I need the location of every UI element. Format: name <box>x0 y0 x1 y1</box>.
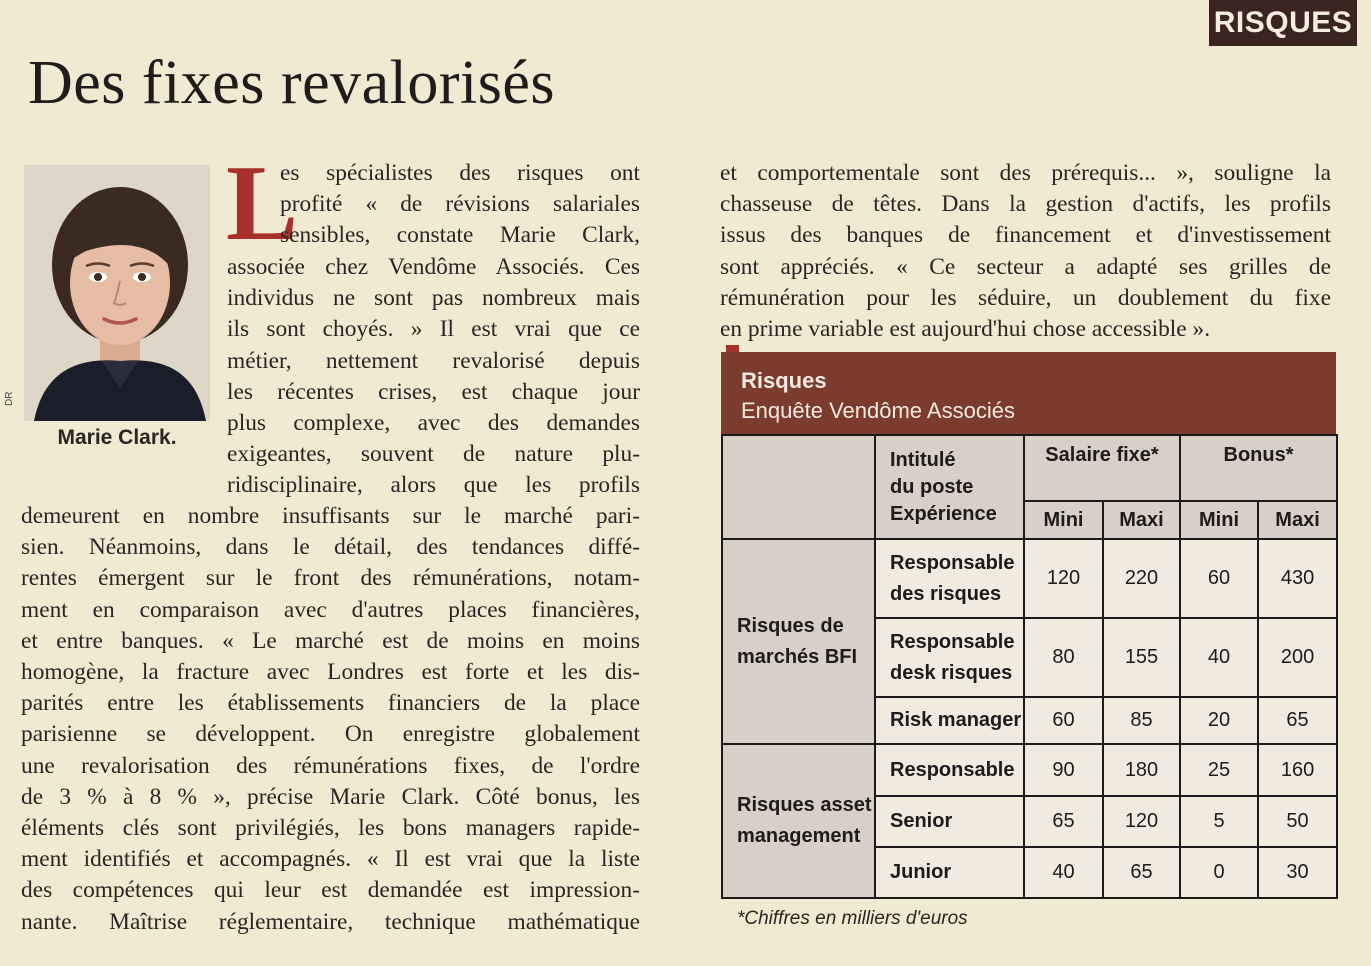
header-bonus: Bonus* <box>1180 435 1337 501</box>
text-line: ment en comparaison avec d'autres places financières, <box>21 596 640 623</box>
text-line: sensibles, constate Marie Clark, <box>280 222 640 249</box>
value-cell: 65 <box>1258 697 1337 744</box>
salary-table <box>721 434 1338 899</box>
table-header-row <box>722 435 1337 501</box>
text-line: sont appréciés. « Ce secteur a adapté ses grilles de <box>720 253 1331 280</box>
text-line: les récentes crises, est chaque jour <box>227 378 640 405</box>
role-cell: Responsable <box>875 744 1024 796</box>
value-cell: 430 <box>1258 539 1337 618</box>
value-cell: 30 <box>1258 847 1337 898</box>
header-salaire-fixe: Salaire fixe* <box>1024 435 1180 501</box>
value-cell: 160 <box>1258 744 1337 796</box>
role-cell: Junior <box>875 847 1024 898</box>
table-row <box>722 539 1337 618</box>
text-line: exigeantes, souvent de nature plu- <box>227 441 640 468</box>
header-salaire-maxi: Maxi <box>1103 501 1180 539</box>
portrait-illustration <box>24 165 210 421</box>
value-cell: 40 <box>1024 847 1103 898</box>
value-cell: 180 <box>1103 744 1180 796</box>
header-salaire-mini: Mini <box>1024 501 1103 539</box>
value-cell: 80 <box>1024 618 1103 697</box>
text-line: homogène, la fracture avec Londres est forte et les dis- <box>21 659 640 686</box>
header-bonus-maxi: Maxi <box>1258 501 1337 539</box>
table-header-band <box>721 352 1336 434</box>
drop-cap: L <box>226 144 299 263</box>
value-cell: 85 <box>1103 697 1180 744</box>
text-line: ils sont choyés. » Il est vrai que ce <box>227 316 640 343</box>
value-cell: 20 <box>1180 697 1258 744</box>
text-line: des compétences qui leur est demandée est impression- <box>21 877 640 904</box>
table-row <box>722 744 1337 796</box>
photo-credit: DR <box>4 391 15 406</box>
value-cell: 200 <box>1258 618 1337 697</box>
value-cell: 120 <box>1024 539 1103 618</box>
article-lines-b <box>227 252 640 502</box>
article-lines-c <box>21 501 640 938</box>
portrait-photo <box>24 165 210 421</box>
table-subtitle: Enquête Vendôme Associés <box>741 398 1015 423</box>
article-lines-d <box>720 158 1331 358</box>
value-cell: 120 <box>1103 796 1180 847</box>
text-line: issus des banques de financement et d'investissement <box>720 222 1331 249</box>
text-line: nante. Maîtrise réglementaire, technique mathématique <box>21 908 640 935</box>
role-cell: Senior <box>875 796 1024 847</box>
text-line: parisienne se développent. On enregistre globalement <box>21 721 640 748</box>
text-line: métier, nettement revalorisé depuis <box>227 347 640 374</box>
role-cell: Risk manager <box>875 697 1024 744</box>
role-cell: Responsable des risques <box>875 539 1024 618</box>
text-line: rentes émergent sur le front des rémunérations, notam- <box>21 565 640 592</box>
text-line: rémunération pour les séduire, un doublement du fixe <box>720 284 1331 311</box>
value-cell: 5 <box>1180 796 1258 847</box>
value-cell: 65 <box>1103 847 1180 898</box>
text-line: en prime variable est aujourd'hui chose accessible ». <box>720 316 1211 343</box>
category-cell: Risques de marchés BFI <box>722 539 875 744</box>
section-label: RISQUES <box>1209 0 1357 46</box>
text-line: parités entre les établissements financiers de la place <box>21 690 640 717</box>
value-cell: 220 <box>1103 539 1180 618</box>
text-line: es spécialistes des risques ont <box>280 160 640 186</box>
value-cell: 90 <box>1024 744 1103 796</box>
value-cell: 60 <box>1024 697 1103 744</box>
header-blank-cell <box>722 435 875 539</box>
header-poste: Intitulé du poste Expérience <box>875 435 1024 539</box>
value-cell: 65 <box>1024 796 1103 847</box>
text-line: plus complexe, avec des demandes <box>227 410 640 437</box>
value-cell: 40 <box>1180 618 1258 697</box>
text-line: demeurent en nombre insuffisants sur le marché pari- <box>21 503 640 529</box>
text-line: chasseuse de têtes. Dans la gestion d'actifs, les profils <box>720 191 1331 218</box>
text-line: et entre banques. « Le marché est de moins en moins <box>21 627 640 654</box>
value-cell: 25 <box>1180 744 1258 796</box>
text-line: de 3 % à 8 % », précise Marie Clark. Côté bonus, les <box>21 783 640 810</box>
text-line: ment identifiés et accompagnés. « Il est vrai que la liste <box>21 846 640 873</box>
value-cell: 60 <box>1180 539 1258 618</box>
text-line: individus ne sont pas nombreux mais <box>227 285 640 312</box>
value-cell: 0 <box>1180 847 1258 898</box>
text-line: profité « de révisions salariales <box>280 191 640 218</box>
table-footnote: *Chiffres en milliers d'euros <box>737 908 968 929</box>
table-title: Risques <box>741 368 827 393</box>
category-cell: Risques asset management <box>722 744 875 898</box>
text-line: associée chez Vendôme Associés. Ces <box>227 254 640 280</box>
text-line: ridisciplinaire, alors que les profils <box>227 472 640 499</box>
text-line: sien. Néanmoins, dans le détail, des tendances diffé- <box>21 534 640 561</box>
text-line: une revalorisation des rémunérations fixes, de l'ordre <box>21 752 640 779</box>
header-bonus-mini: Mini <box>1180 501 1258 539</box>
value-cell: 50 <box>1258 796 1337 847</box>
role-cell: Responsable desk risques <box>875 618 1024 697</box>
photo-caption: Marie Clark. <box>57 426 177 449</box>
article-lines-a <box>280 158 640 252</box>
headline: Des fixes revalorisés <box>28 49 555 117</box>
text-line: éléments clés sont privilégiés, les bons managers rapide- <box>21 815 640 842</box>
text-line: et comportementale sont des prérequis... », souligne la <box>720 160 1331 186</box>
value-cell: 155 <box>1103 618 1180 697</box>
